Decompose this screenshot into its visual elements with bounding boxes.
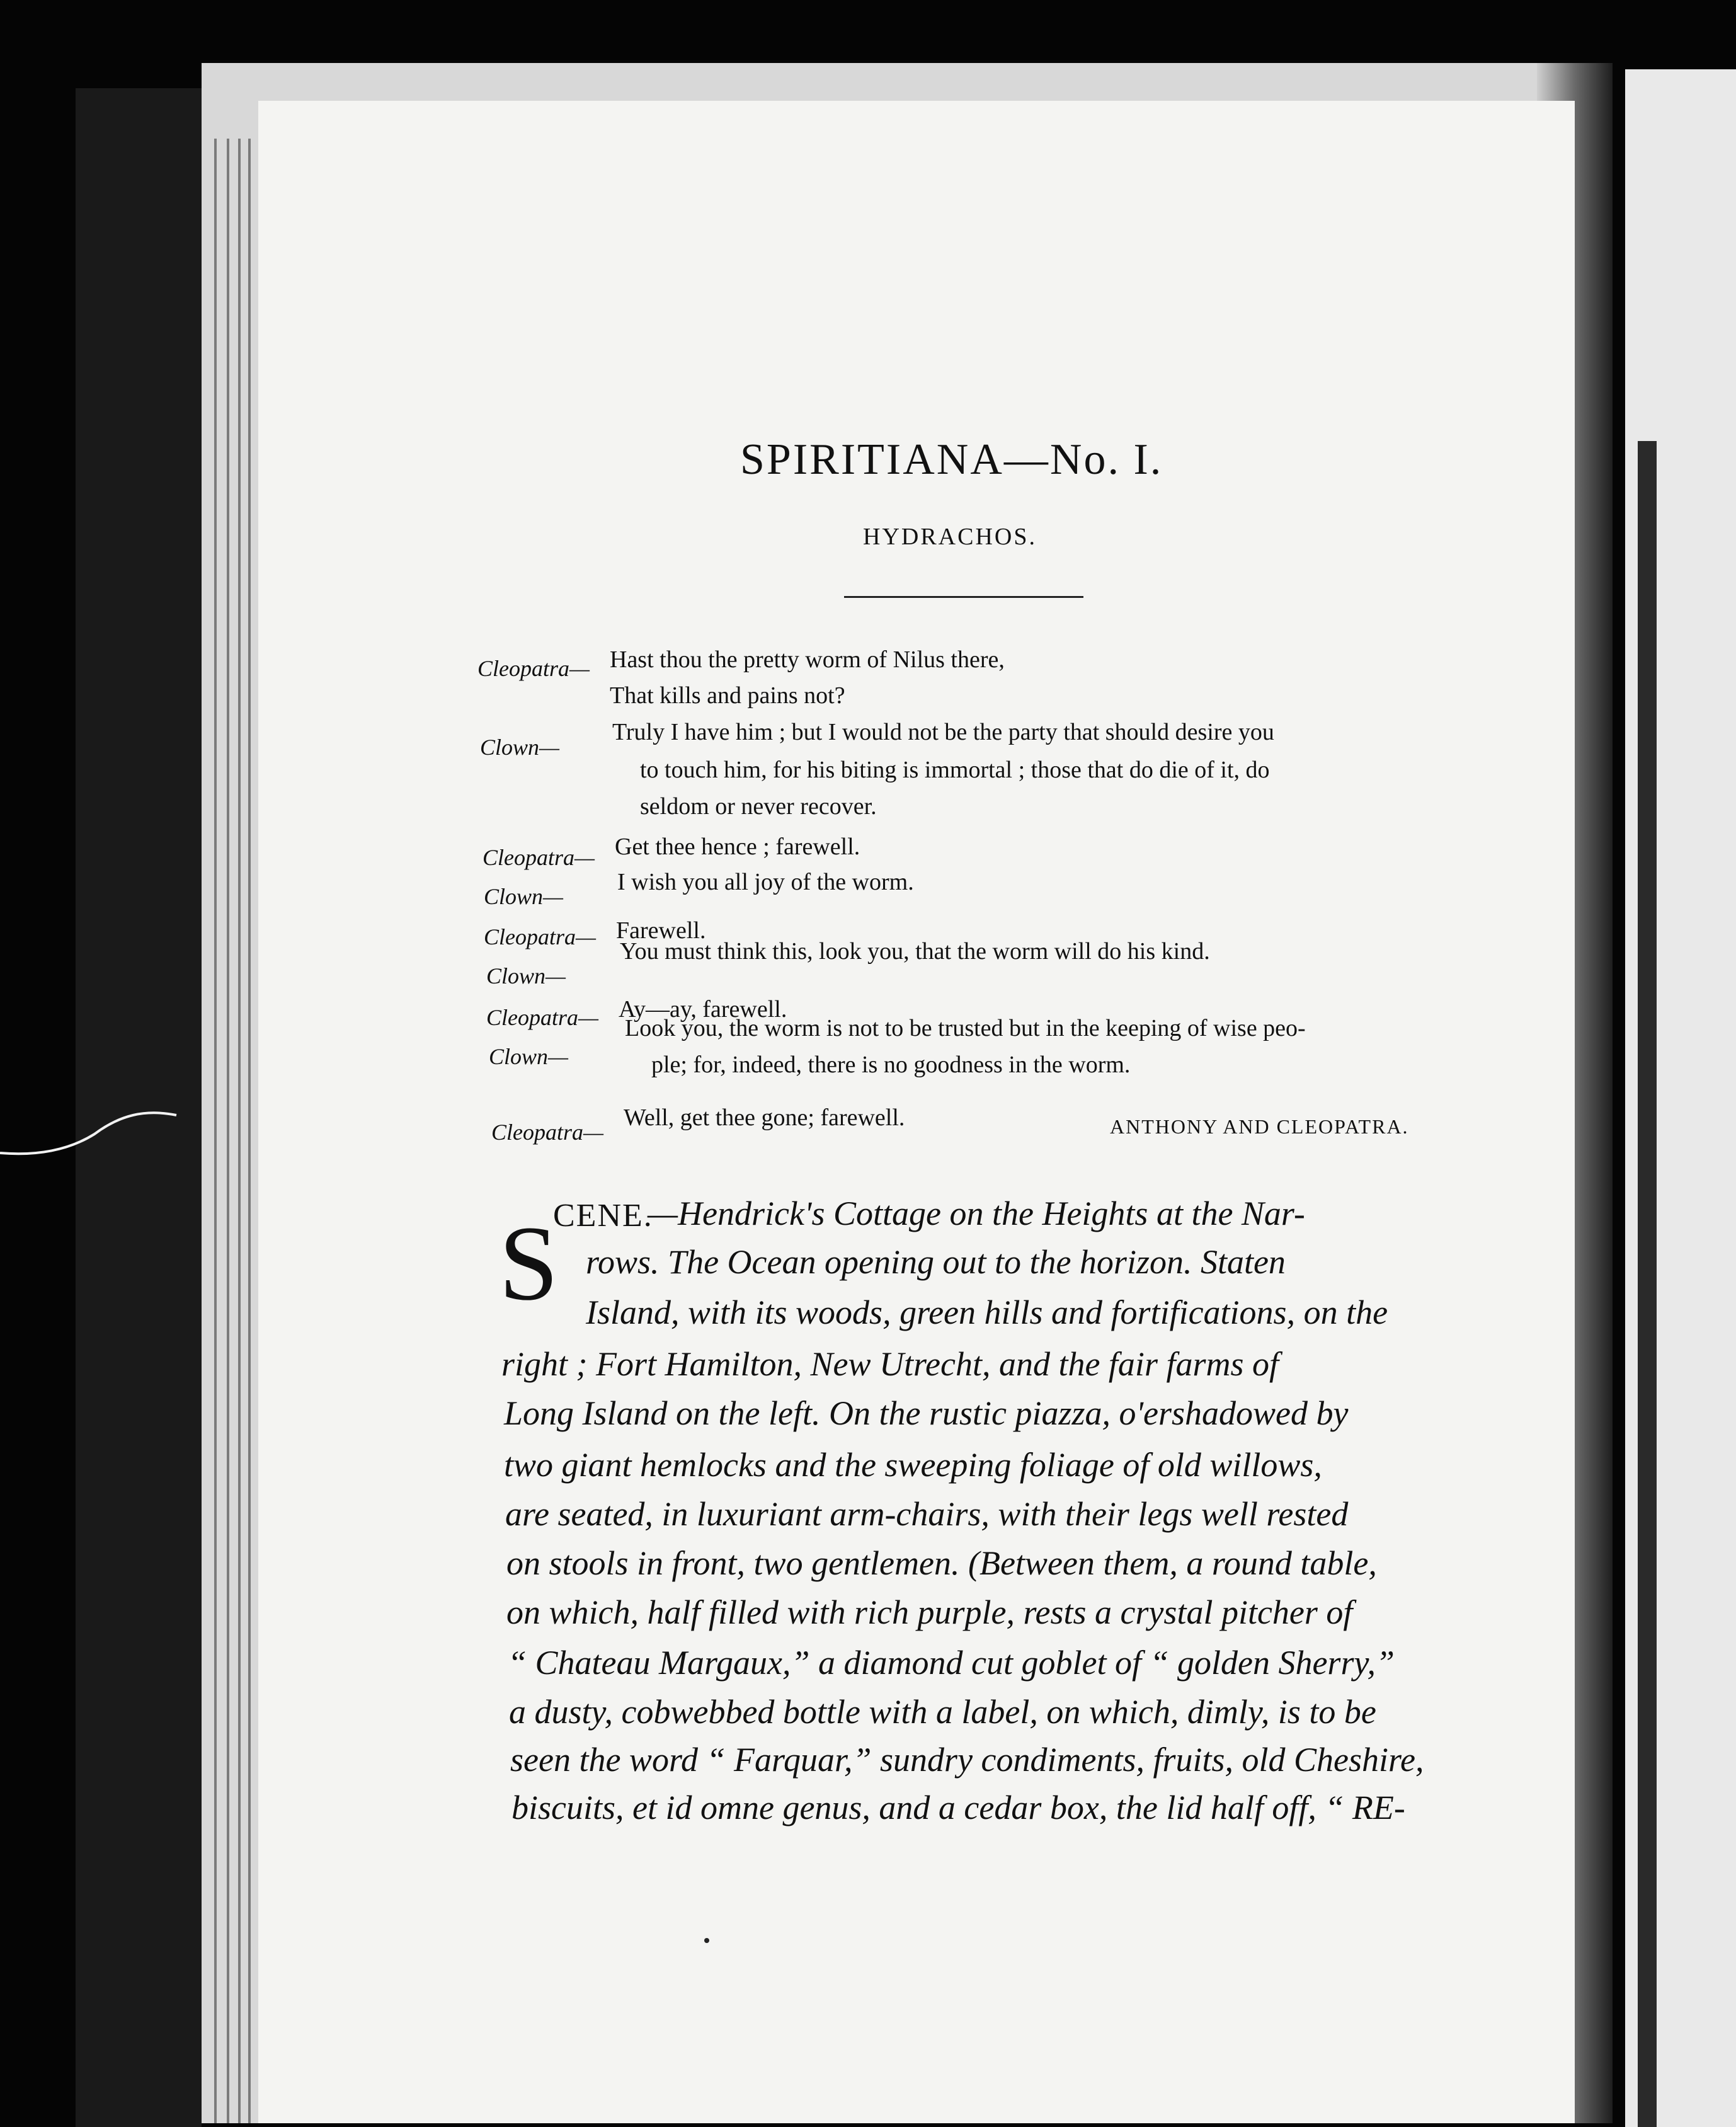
speaker-label: Clown— [489,1044,569,1069]
speaker-label: Cleopatra— [491,1120,604,1145]
scene-line: Island, with its woods, green hills and fortifications, on the [586,1293,1388,1331]
scene-line: —Hendrick's Cottage on the Heights at the Nar- [648,1195,1305,1232]
epigraph-line: You must think this, look you, that the worm will do his kind. [620,938,1210,965]
scene-line: on stools in front, two gentlemen. (Between them, a round table, [506,1544,1377,1582]
speaker-label: Cleopatra— [484,924,597,949]
scene-line: biscuits, et id omne genus, and a cedar box, the lid half off, “ RE- [511,1789,1405,1826]
speaker-label: Clown— [486,963,566,989]
scene-line: are seated, in luxuriant arm-chairs, with their legs well rested [505,1495,1349,1533]
epigraph-line: ple; for, indeed, there is no goodness in the worm. [651,1052,1131,1078]
epigraph-line: Ay—ay, farewell. [619,996,787,1023]
facing-page-gutter [1638,441,1657,2127]
epigraph-line: Hast thou the pretty worm of Nilus there, [610,646,1005,673]
speaker-label: Cleopatra— [483,845,595,870]
epigraph-line: seldom or never recover. [640,793,877,820]
drop-cap: S [499,1204,559,1322]
speaker-label: Clown— [484,884,564,909]
scene-line: on which, half filled with rich purple, rests a crystal pitcher of [506,1593,1353,1631]
epigraph-line: That kills and pains not? [610,682,845,709]
speaker-label: Cleopatra— [477,656,590,681]
epigraph-line: Farewell. [616,917,706,944]
stray-thread-mark [0,1096,189,1172]
page-speck [704,1938,709,1943]
epigraph-line: to touch him, for his biting is immortal ; those that do die of it, do [640,757,1270,783]
scene-line: a dusty, cobwebbed bottle with a label, on which, dimly, is to be [509,1693,1376,1731]
epigraph-line: I wish you all joy of the worm. [617,869,914,895]
scene-line: rows. The Ocean opening out to the horizon. Staten [586,1243,1286,1281]
epigraph-line: Get thee hence ; farewell. [615,834,860,860]
page-title: SPIRITIANA—No. I. [740,435,1163,484]
epigraph-attribution: ANTHONY AND CLEOPATRA. [1110,1115,1409,1138]
scene-line: Long Island on the left. On the rustic piazza, o'ershadowed by [504,1394,1349,1432]
speaker-label: Cleopatra— [486,1005,599,1030]
epigraph-line: Well, get thee gone; farewell. [624,1104,905,1131]
scene-line: “ Chateau Margaux,” a diamond cut goblet of “ golden Sherry,” [508,1644,1395,1682]
scene-line: two giant hemlocks and the sweeping foliage of old willows, [504,1446,1322,1484]
speaker-label: Clown— [480,735,560,760]
scene-line: right ; Fort Hamilton, New Utrecht, and the fair farms of [501,1345,1279,1383]
drop-cap-continuation: CENE. [553,1198,653,1234]
epigraph-line: Look you, the worm is not to be trusted but in the keeping of wise peo- [625,1015,1306,1041]
page-subtitle: HYDRACHOS. [863,524,1037,550]
scene-line: seen the word “ Farquar,” sundry condiments, fruits, old Cheshire, [510,1741,1424,1779]
epigraph-line: Truly I have him ; but I would not be the party that should desire you [612,719,1274,745]
title-rule [844,596,1083,598]
